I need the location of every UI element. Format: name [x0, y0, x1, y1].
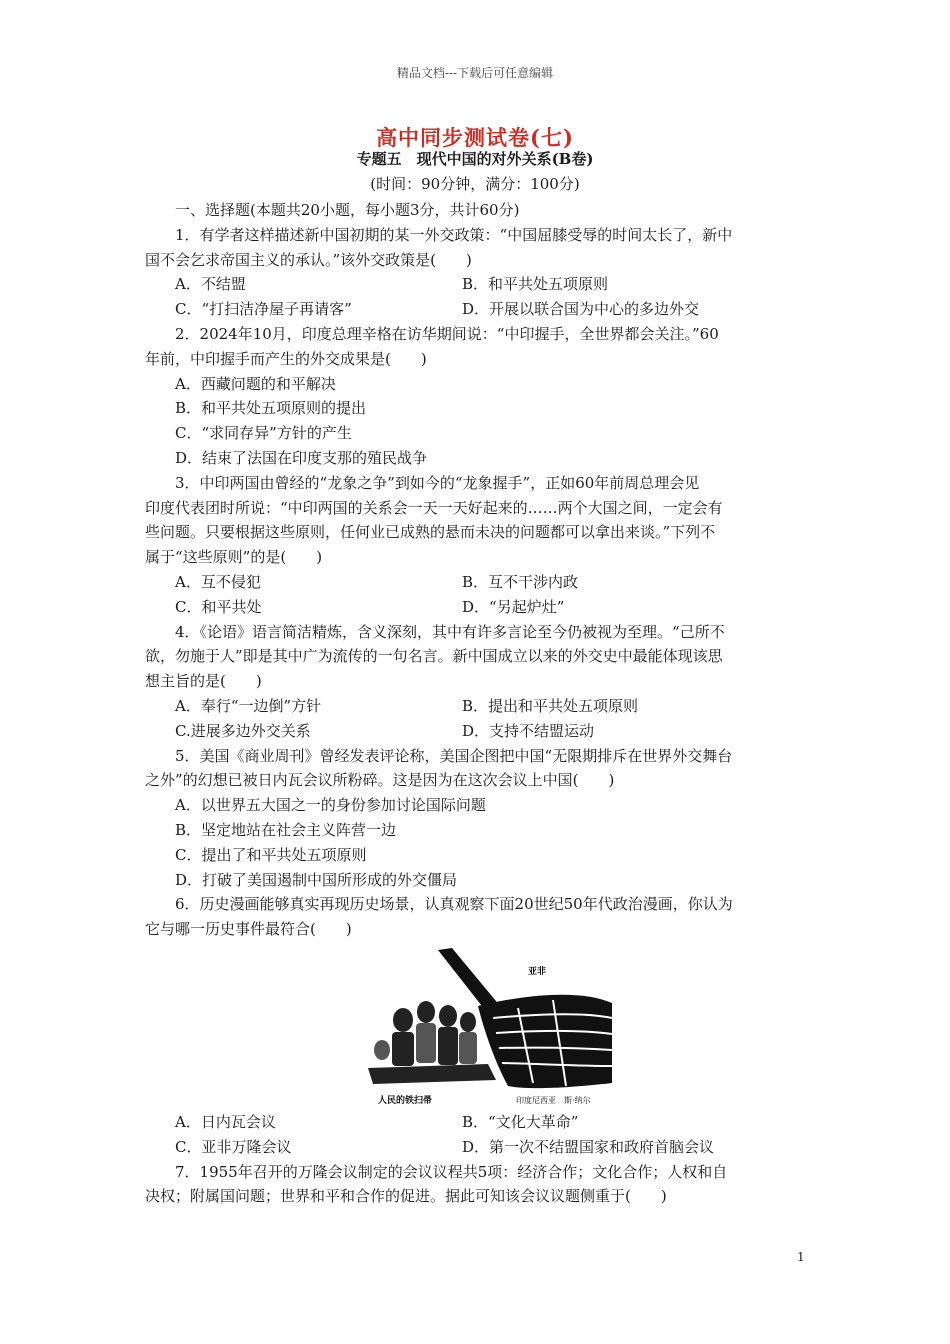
option-c: C．亚非万隆会议 [175, 1137, 292, 1156]
option-b: B．互不干涉内政 [462, 572, 579, 591]
question-text: 国不会乞求帝国主义的承认。”该外交政策是( ) [145, 250, 472, 269]
question-text: 1．有学者这样描述新中国初期的某一外交政策：“中国屈膝受辱的时间太长了，新中 [175, 225, 733, 244]
question-7 [145, 1160, 809, 1210]
option-a: A．奉行“一边倒”方针 [175, 696, 322, 715]
option-c: C．和平共处 [175, 597, 262, 616]
option-row [145, 272, 809, 297]
question-text: 7．1955年召开的万隆会议制定的会议议程共5项：经济合作；文化合作；人权和自 [175, 1162, 728, 1181]
option-row [145, 694, 809, 719]
question-text: 印度代表团时所说：“中印两国的关系会一天一天好起来的……两个大国之间，一定会有 [145, 498, 723, 517]
caption-left: 人民的铁扫帚 [378, 1095, 433, 1106]
question-6 [145, 892, 809, 1159]
question-5 [145, 744, 809, 893]
question-text: 些问题。只要根据这些原则，任何业已成熟的悬而未决的问题都可以拿出来谈。”下列不 [145, 523, 716, 542]
option-d: D．打破了美国遏制中国所形成的外交僵局 [175, 870, 458, 889]
question-content [145, 198, 809, 1209]
option-d: D．开展以联合国为中心的多边外交 [462, 300, 700, 319]
question-text: 欲，勿施于人”即是其中广为流传的一句名言。新中国成立以来的外交史中最能体现该思 [145, 647, 723, 666]
question-4 [145, 620, 809, 744]
time-note: (时间：90分钟，满分：100分) [370, 175, 580, 193]
question-text: 4．《论语》语言简洁精炼，含义深刻，其中有许多言论至今仍被视为至理。“己所不 [175, 622, 725, 641]
option-row [145, 1110, 809, 1135]
political-cartoon-image [368, 948, 613, 1106]
option-row [145, 719, 809, 744]
option-d: D．第一次不结盟国家和政府首脑会议 [462, 1137, 715, 1156]
option-b: B．提出和平共处五项原则 [462, 696, 639, 715]
option-c: C．提出了和平共处五项原则 [175, 845, 367, 864]
option-a: A．日内瓦会议 [175, 1112, 276, 1131]
option-row [145, 570, 809, 595]
exam-title: 高中同步测试卷(七) [376, 125, 574, 150]
option-c: C．“求同存异”方针的产生 [175, 424, 352, 443]
option-row [145, 1135, 809, 1160]
cartoon-figure [145, 942, 809, 1110]
question-1 [145, 223, 809, 322]
question-text: 之外”的幻想已被日内瓦会议所粉碎。这是因为在这次会议上中国( ) [145, 771, 615, 790]
question-3 [145, 471, 809, 620]
option-b: B．和平共处五项原则 [462, 275, 609, 294]
option-d: D．结束了法国在印度支那的殖民战争 [175, 448, 428, 467]
option-row [145, 595, 809, 620]
option-b: B．坚定地站在社会主义阵营一边 [175, 820, 397, 839]
question-text: 2．2024年10月，印度总理辛格在访华期间说：“中印握手，全世界都会关注。”60 [175, 324, 719, 343]
option-a: A．互不侵犯 [175, 572, 261, 591]
option-d: D．“另起炉灶” [462, 597, 565, 616]
option-b: B．和平共处五项原则的提出 [175, 399, 367, 418]
page-number: 1 [797, 1250, 805, 1264]
exam-subtitle: 专题五 现代中国的对外关系(B卷) [356, 150, 594, 168]
option-c: C．“打扫洁净屋子再请客” [175, 300, 352, 319]
question-text: 它与哪一历史事件最符合( ) [145, 920, 352, 939]
option-a: A．不结盟 [175, 275, 246, 294]
option-row [145, 297, 809, 322]
question-text: 3．中印两国由曾经的“龙象之争”到如今的“龙象握手”，正如60年前周总理会见 [175, 473, 700, 492]
option-d: D．支持不结盟运动 [462, 721, 595, 740]
question-text: 年前，中印握手而产生的外交成果是( ) [145, 349, 427, 368]
section-heading: 一、选择题(本题共20小题，每小题3分，共计60分) [175, 201, 520, 219]
broom-head [478, 995, 612, 1088]
swept-figures [368, 1001, 496, 1084]
broom-label: 亚非 [528, 966, 547, 977]
option-b: B．“文化大革命” [462, 1112, 579, 1131]
question-2 [145, 322, 809, 471]
question-text: 想主旨的是( ) [145, 672, 262, 691]
question-text: 5．美国《商业周刊》曾经发表评论称，美国企图把中国“无限期排斥在世界外交舞台 [175, 746, 733, 765]
option-c: C.进展多边外交关系 [175, 721, 311, 740]
question-text: 决权；附属国问题；世界和平和合作的促进。据此可知该会议议题侧重于( ) [145, 1187, 667, 1206]
page-header: 精品文档---下载后可任意编辑 [396, 66, 554, 80]
question-text: 6．历史漫画能够真实再现历史场景，认真观察下面20世纪50年代政治漫画，你认为 [175, 895, 733, 914]
caption-right: 印度尼西亚 斯·纳尔 [516, 1095, 591, 1105]
option-a: A．以世界五大国之一的身份参加讨论国际问题 [175, 796, 486, 815]
question-text: 属于“这些原则”的是( ) [145, 548, 323, 567]
option-a: A．西藏问题的和平解决 [175, 374, 336, 393]
